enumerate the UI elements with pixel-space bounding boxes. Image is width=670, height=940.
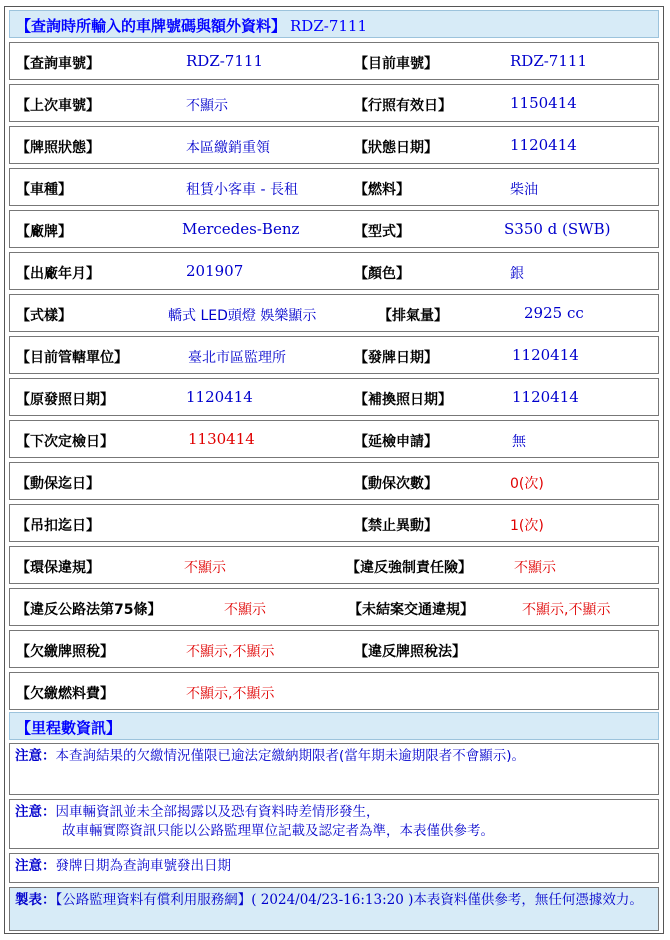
field-value: 不顯示: [184, 560, 226, 576]
info-row: [9, 504, 659, 542]
field-label: 【出廠年月】: [16, 266, 100, 282]
field-value: RDZ-7111: [510, 52, 587, 70]
note-text: 本查詢結果的欠繳情況僅限已逾法定繳納期限者(當年期未逾期限者不會顯示)。: [55, 748, 526, 764]
field-label: 【違反強制責任險】: [346, 560, 472, 576]
field-value: 柴油: [510, 182, 538, 198]
field-label: 【欠繳燃料費】: [16, 686, 114, 702]
footer-timestamp: ( 2024/04/23-16:13:20 ): [251, 892, 414, 908]
mileage-header: [9, 712, 659, 740]
footer-tail: 本表資料僅供參考，無任何憑據效力。: [413, 892, 643, 908]
info-row: [9, 462, 659, 500]
field-label: 【排氣量】: [378, 308, 448, 324]
mileage-header-title: 【里程數資訊】: [16, 719, 122, 737]
info-row: [9, 252, 659, 290]
info-row: [9, 630, 659, 668]
info-row: [9, 336, 659, 374]
note-text: 發牌日期為查詢車號發出日期: [55, 858, 231, 874]
field-label: 【禁止異動】: [354, 518, 438, 534]
note-lead: 注意：: [15, 748, 56, 764]
field-value: 轎式 LED頭燈 娛樂顯示: [168, 308, 317, 324]
field-label: 【型式】: [354, 224, 410, 240]
vehicle-report-panel: [4, 6, 664, 934]
info-row: [9, 294, 659, 332]
field-value: 銀: [510, 266, 524, 282]
field-value: 2925 cc: [524, 304, 584, 322]
field-value: 不顯示: [186, 98, 228, 114]
field-label: 【延檢申請】: [354, 434, 438, 450]
info-row: [9, 378, 659, 416]
field-value: RDZ-7111: [186, 52, 263, 70]
field-label: 【原發照日期】: [16, 392, 114, 408]
field-label: 【欠繳牌照稅】: [16, 644, 114, 660]
field-label: 【補換照日期】: [354, 392, 452, 408]
note-lead: 注意：: [15, 804, 56, 820]
info-row: [9, 546, 659, 584]
field-value: 不顯示,不顯示: [186, 686, 275, 702]
field-value: 不顯示,不顯示: [186, 644, 275, 660]
field-value: 無: [512, 434, 526, 450]
footer-source: 【公路監理資料有償利用服務網】: [55, 892, 252, 908]
field-label: 【違反牌照稅法】: [354, 644, 466, 660]
note-issue-date: [9, 853, 659, 883]
field-label: 【未結案交通違規】: [348, 602, 474, 618]
field-label: 【式樣】: [16, 308, 72, 324]
field-value: 1(次): [510, 518, 544, 534]
field-label: 【環保違規】: [16, 560, 100, 576]
note-text: 因車輛資訊並未全部揭露以及恐有資料時差情形發生，: [55, 804, 380, 820]
field-value: 1120414: [510, 136, 577, 154]
note-arrears: [9, 743, 659, 795]
info-row: [9, 84, 659, 122]
field-value: 1120414: [512, 388, 579, 406]
field-label: 【牌照狀態】: [16, 140, 100, 156]
field-value: Mercedes-Benz: [182, 220, 300, 238]
query-header: [9, 10, 659, 38]
field-value: 臺北市區監理所: [188, 350, 286, 366]
field-value: 不顯示,不顯示: [522, 602, 611, 618]
field-label: 【顏色】: [354, 266, 410, 282]
info-row: [9, 42, 659, 80]
info-row: [9, 672, 659, 710]
field-value: 1120414: [186, 388, 253, 406]
field-value: S350 d (SWB): [504, 220, 611, 238]
field-label: 【下次定檢日】: [16, 434, 114, 450]
field-label: 【吊扣迄日】: [16, 518, 100, 534]
info-row: [9, 420, 659, 458]
query-header-label: 【查詢時所輸入的車牌號碼與額外資料】: [16, 17, 287, 35]
query-header-plate: RDZ-7111: [290, 17, 368, 35]
field-value: 1150414: [510, 94, 577, 112]
field-label: 【廠牌】: [16, 224, 72, 240]
note-disclosure: [9, 799, 659, 849]
field-label: 【上次車號】: [16, 98, 100, 114]
info-row: [9, 168, 659, 206]
field-value: 201907: [186, 262, 244, 280]
field-label: 【違反公路法第75條】: [16, 602, 162, 618]
field-label: 【發牌日期】: [354, 350, 438, 366]
field-value: 不顯示: [224, 602, 266, 618]
field-value: 0(次): [510, 476, 544, 492]
report-footer: [9, 887, 659, 931]
field-label: 【狀態日期】: [354, 140, 438, 156]
field-value: 1130414: [188, 430, 255, 448]
info-row: [9, 588, 659, 626]
footer-lead: 製表：: [15, 892, 56, 908]
note-text-continued: 故車輛實際資訊只能以公路監理單位記載及認定者為準，本表僅供參考。: [62, 823, 494, 839]
field-value: 租賃小客車 - 長租: [186, 182, 298, 198]
field-label: 【車種】: [16, 182, 72, 198]
query-header-title: [16, 15, 367, 36]
field-value: 本區繳銷重領: [186, 140, 270, 156]
field-value: 1120414: [512, 346, 579, 364]
field-label: 【行照有效日】: [354, 98, 452, 114]
field-label: 【目前車號】: [354, 56, 438, 72]
info-row: [9, 210, 659, 248]
note-lead: 注意：: [15, 858, 56, 874]
field-value: 不顯示: [514, 560, 556, 576]
field-label: 【查詢車號】: [16, 56, 100, 72]
field-label: 【目前管轄單位】: [16, 350, 128, 366]
info-row: [9, 126, 659, 164]
field-label: 【燃料】: [354, 182, 410, 198]
field-label: 【動保迄日】: [16, 476, 100, 492]
field-label: 【動保次數】: [354, 476, 438, 492]
